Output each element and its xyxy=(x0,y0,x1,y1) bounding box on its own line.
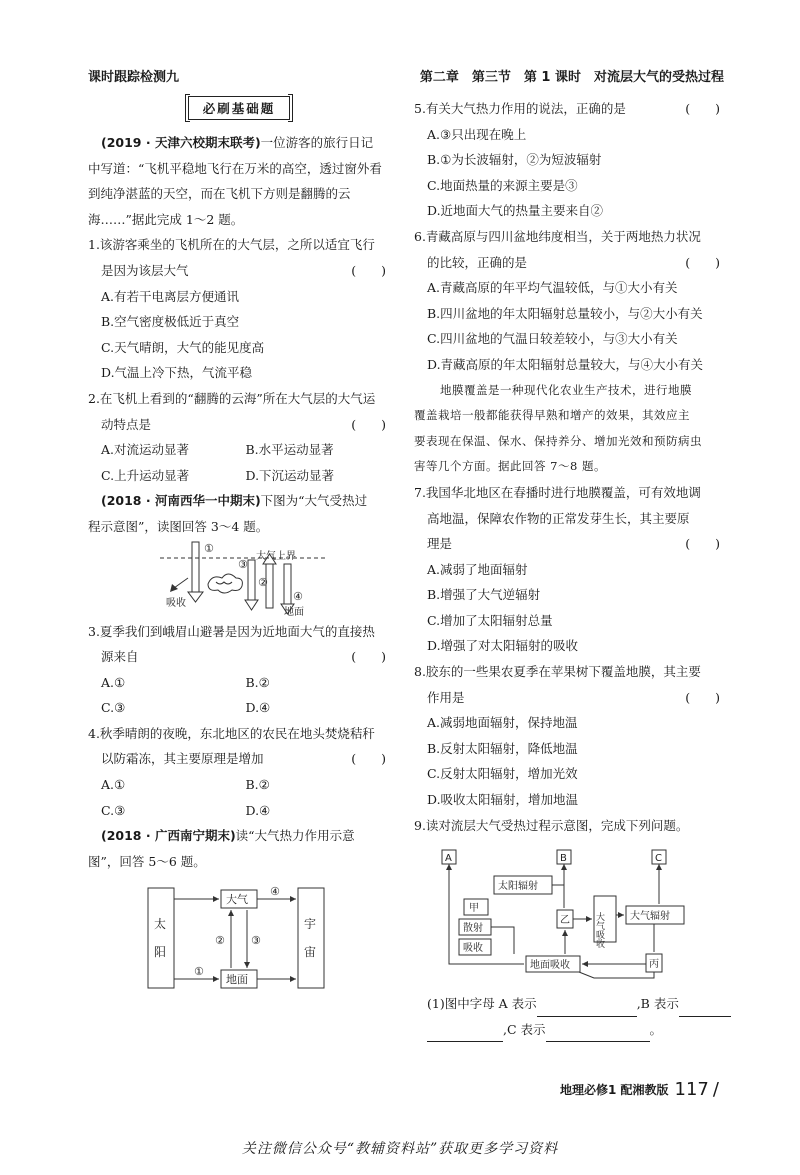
intro-1-line: 到纯净湛蓝的天空，而在飞机下方则是翻腾的云 xyxy=(88,186,351,202)
question-8-stem: 8.胶东的一些果农夏季在苹果树下覆盖地膜，其主要 xyxy=(414,664,701,680)
question-8-stem: 作用是 ( ) xyxy=(414,685,724,711)
answer-paren: ( ) xyxy=(685,536,720,552)
intro-4-line: 要表现在保温、保水、保持养分、增加光效和预防病虫 xyxy=(414,433,702,448)
option: C.增加了太阳辐射总量 xyxy=(427,612,553,628)
answer-blank-a[interactable] xyxy=(537,999,637,1017)
question-4-stem: 以防霜冻，其主要原理是增加 ( ) xyxy=(88,746,390,772)
option: A.③只出现在晚上 xyxy=(427,126,527,142)
option: C.③ xyxy=(101,700,126,716)
header-left: 课时跟踪检测九 xyxy=(88,70,180,85)
option: C.上升运动显著 xyxy=(101,467,190,483)
question-3-stem: 3.夏季我们到峨眉山避暑是因为近地面大气的直接热 xyxy=(88,623,375,639)
answer-paren: ( ) xyxy=(351,751,386,767)
answer-paren: ( ) xyxy=(351,262,386,278)
intro-1-line: 海……”据此完成 1～2 题。 xyxy=(88,211,244,227)
letter-b-label: B xyxy=(560,853,567,865)
option: B.反射太阳辐射，降低地温 xyxy=(427,740,578,756)
sun-label: 阳 xyxy=(154,945,167,960)
space-label: 宇 xyxy=(304,917,317,932)
option-row xyxy=(88,463,390,489)
answer-paren: ( ) xyxy=(351,649,386,665)
question-4-stem: 4.秋季晴朗的夜晚，东北地区的农民在地头焚烧秸秆 xyxy=(88,725,375,741)
option: A.减弱地面辐射，保持地温 xyxy=(427,715,578,731)
ground-absorb-label: 地面吸收 xyxy=(530,960,570,972)
option: A.对流运动显著 xyxy=(101,442,190,458)
option: A.① xyxy=(101,777,126,793)
page-slash: / xyxy=(712,1079,719,1100)
question-3-stem: 源来自 ( ) xyxy=(88,644,390,670)
question-6-stem: 6.青藏高原与四川盆地纬度相当，关于两地热力状况 xyxy=(414,228,701,244)
question-7-stem: 高地温，保障农作物的正常发芽生长，其主要原 xyxy=(427,510,690,526)
intro-4-line: 覆盖栽培一般都能获得早熟和增产的效果，其效应主 xyxy=(414,408,690,423)
option: B.①为长波辐射，②为短波辐射 xyxy=(427,152,602,168)
intro-3-line: 图”，回答 5～6 题。 xyxy=(88,853,206,869)
arrow-1-label: ① xyxy=(204,541,214,555)
option: C.地面热量的来源主要是③ xyxy=(427,177,578,193)
bing-label: 丙 xyxy=(649,959,659,971)
intro-4-line: 地膜覆盖是一种现代化农业生产技术，进行地膜 xyxy=(440,382,692,397)
space-label: 宙 xyxy=(304,945,317,960)
intro-2-line: (2018 · 河南西华一中期末)下图为“大气受热过 xyxy=(101,493,368,509)
option: D.吸收太阳辐射，增加地温 xyxy=(427,792,579,808)
solar-radiation-label: 太阳辐射 xyxy=(498,881,538,893)
question-9-1: (1)图中字母 A 表示 ,B 表示 xyxy=(414,991,724,1017)
scatter-label: 散射 xyxy=(463,923,483,935)
question-2-stem: 动特点是 ( ) xyxy=(88,412,390,438)
option: D.④ xyxy=(245,802,271,818)
arrow-4-label: ④ xyxy=(293,589,303,603)
question-1-stem: 是因为该层大气 ( ) xyxy=(88,258,390,284)
intro-1-line: (2019 · 天津六校期末联考)一位游客的旅行日记 xyxy=(101,135,374,150)
option: D.近地面大气的热量主要来自② xyxy=(427,203,604,219)
source-tag: (2018 · 广西南宁期末) xyxy=(101,828,236,844)
source-tag: (2018 · 河南西华一中期末) xyxy=(101,493,261,509)
option-row xyxy=(88,670,390,696)
book-label: 地理必修1 配湘教版 xyxy=(560,1083,669,1097)
option: D.青藏高原的年太阳辐射总量较大，与④大小有关 xyxy=(427,356,704,372)
ground-label: 地面 xyxy=(284,606,304,616)
answer-paren: ( ) xyxy=(685,254,720,270)
option: C.天气晴朗，大气的能见度高 xyxy=(101,339,265,355)
left-column xyxy=(88,96,390,1011)
right-column xyxy=(414,96,724,1042)
question-7-stem: 7.我国华北地区在春播时进行地膜覆盖，可有效地调 xyxy=(414,484,701,500)
page-number: 117 xyxy=(674,1079,709,1100)
letter-a-label: A xyxy=(445,853,452,865)
option: C.③ xyxy=(101,802,126,818)
intro-3-line: (2018 · 广西南宁期末)读“大气热力作用示意 xyxy=(101,828,355,844)
option: D.④ xyxy=(245,700,271,716)
arrow-4-label: ④ xyxy=(270,885,280,899)
question-9-stem: 9.读对流层大气受热过程示意图，完成下列问题。 xyxy=(414,817,689,833)
option: B.水平运动显著 xyxy=(245,442,334,458)
arrow-2-label: ② xyxy=(258,575,268,589)
option: B.② xyxy=(245,674,270,690)
answer-paren: ( ) xyxy=(685,101,720,116)
letter-c-label: C xyxy=(655,853,662,865)
troposphere-heating-figure xyxy=(414,844,724,984)
option: B.四川盆地的年太阳辐射总量较小，与②大小有关 xyxy=(427,305,703,321)
atmosphere-thermal-figure xyxy=(88,878,390,1008)
intro-1-line: 中写道：“飞机平稳地飞行在万米的高空，透过窗外看 xyxy=(88,160,382,176)
header-right: 第二章 第三节 第 1 课时 对流层大气的受热过程 xyxy=(419,70,724,85)
option-row xyxy=(88,798,390,824)
option: A.减弱了地面辐射 xyxy=(427,561,528,577)
option: B.空气密度极低近于真空 xyxy=(101,314,240,330)
absorb-label: 吸收 xyxy=(463,943,483,955)
question-6-stem: 的比较，正确的是 ( ) xyxy=(414,250,724,276)
option: C.四川盆地的气温日较差较小，与③大小有关 xyxy=(427,331,678,347)
handwritten-notice: 关注微信公众号“教辅资料站”获取更多学习资料 xyxy=(241,1141,559,1157)
question-9-1: ,C 表示 。 xyxy=(414,1017,724,1043)
atmosphere-radiation-label: 大气辐射 xyxy=(630,911,670,923)
question-2-stem: 2.在飞机上看到的“翻腾的云海”所在大气层的大气运 xyxy=(88,390,376,406)
option: D.下沉运动显著 xyxy=(245,467,335,483)
option: D.气温上冷下热，气流平稳 xyxy=(101,365,253,381)
atmosphere-heating-figure xyxy=(88,540,390,616)
option-row xyxy=(88,772,390,798)
intro-4-line: 害等几个方面。据此回答 7～8 题。 xyxy=(414,459,606,474)
answer-blank-b[interactable] xyxy=(427,1024,503,1042)
arrow-3-label: ③ xyxy=(251,934,261,948)
page-footer xyxy=(560,1079,719,1100)
intro-2-line: 程示意图”，读图回答 3～4 题。 xyxy=(88,518,269,534)
section-title: 必刷基础题 xyxy=(88,96,390,130)
answer-blank-b[interactable] xyxy=(679,999,731,1017)
option: B.② xyxy=(245,777,270,793)
atmosphere-absorb-label: 大气吸收 xyxy=(594,912,604,949)
arrow-1-label: ① xyxy=(194,965,204,979)
yi-label: 乙 xyxy=(560,915,570,927)
arrow-3-label: ③ xyxy=(238,557,248,571)
option-row xyxy=(88,695,390,721)
answer-paren: ( ) xyxy=(351,416,386,432)
option-row xyxy=(88,437,390,463)
question-1-stem: 1.该游客乘坐的飞机所在的大气层，之所以适宜飞行 xyxy=(88,237,375,253)
answer-blank-c[interactable] xyxy=(546,1024,650,1042)
option: A.青藏高原的年平均气温较低，与①大小有关 xyxy=(427,280,678,296)
option: D.增强了对太阳辐射的吸收 xyxy=(427,638,579,654)
option: B.增强了大气逆辐射 xyxy=(427,587,541,603)
option: A.有若干电离层方便通讯 xyxy=(101,288,240,304)
option: A.① xyxy=(101,674,126,690)
question-7-stem: 理是 ( ) xyxy=(414,531,724,557)
atmosphere-label: 大气 xyxy=(226,893,248,907)
source-tag: (2019 · 天津六校期末联考) xyxy=(101,135,261,150)
ground-label: 地面 xyxy=(226,973,248,987)
option: C.反射太阳辐射，增加光效 xyxy=(427,766,578,782)
question-5-stem: 5.有关大气热力作用的说法，正确的是 ( ) xyxy=(414,96,724,122)
arrow-2-label: ② xyxy=(215,934,225,948)
sun-label: 太 xyxy=(154,917,167,932)
upper-boundary-label: 大气上界 xyxy=(256,550,296,562)
absorb-label: 吸收 xyxy=(166,597,186,609)
jia-label: 甲 xyxy=(469,903,479,915)
answer-paren: ( ) xyxy=(685,689,720,705)
